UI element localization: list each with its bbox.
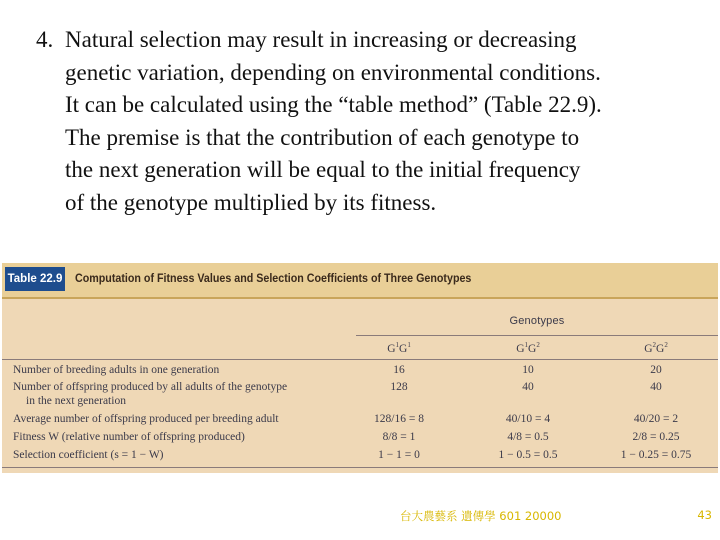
- table-cell: 10: [522, 364, 534, 376]
- table-cell: 20: [650, 364, 662, 376]
- table-cell: 40/20 = 2: [633, 413, 679, 425]
- header-rule: [356, 335, 718, 336]
- slide-body-text: [36, 24, 696, 219]
- table-cell: 128/16 = 8: [374, 413, 424, 425]
- column-header-rule: [2, 359, 718, 360]
- table-cell: 1 − 0.5 = 0.5: [498, 449, 558, 461]
- table-cell: 40: [522, 381, 534, 393]
- paragraph-line: The premise is that the contribution of each genotype to: [65, 124, 580, 150]
- table-image: [2, 263, 718, 473]
- paragraph-line: Natural selection may result in increasing or decreasing: [65, 27, 577, 52]
- table-cell: 1 − 0.25 = 0.75: [620, 449, 692, 461]
- table-badge: Table 22.9: [5, 267, 65, 291]
- table-cell: 8/8 = 1: [382, 431, 416, 443]
- row-label-continued: in the next generation: [26, 395, 126, 407]
- row-label: Number of offspring produced by all adults of the genotype: [13, 381, 288, 393]
- genotype-col-1: $G^1G^1$: [387, 341, 411, 355]
- paragraph-line: the next generation will be equal to the initial frequency: [65, 157, 581, 182]
- row-label: Selection coefficient (s = 1 − W): [13, 449, 164, 461]
- table-title: Computation of Fitness Values and Selection Coefficients of Three Genotypes: [75, 273, 472, 285]
- genotype-col-2: $G^1G^2$: [516, 341, 540, 355]
- paragraph-line: It can be calculated using the “table method” (Table 22.9).: [65, 92, 602, 117]
- item-number: 4.: [36, 27, 54, 52]
- table-body: [2, 299, 718, 473]
- paragraph-line: of the genotype multiplied by its fitness.: [65, 189, 437, 215]
- table-cell: 40: [650, 381, 662, 393]
- table-header-bar: [2, 263, 718, 299]
- table-cell: 1 − 1 = 0: [378, 449, 420, 461]
- table-cell: 40/10 = 4: [505, 413, 551, 425]
- table-cell: 2/8 = 0.25: [632, 431, 680, 443]
- table-cell: 128: [390, 381, 408, 393]
- page-number: 43: [697, 508, 712, 522]
- row-label: Average number of offspring produced per breeding adult: [13, 413, 279, 425]
- table-cell: 16: [393, 364, 405, 376]
- table-cell: 4/8 = 0.5: [507, 431, 549, 443]
- row-label: Fitness W (relative number of offspring produced): [13, 431, 245, 443]
- genotype-col-3: $G^2G^2$: [644, 341, 668, 355]
- genotypes-header: Genotypes: [509, 315, 565, 327]
- footer-course-text: 台大農藝系 遺傳學 601 20000: [400, 509, 562, 523]
- row-label: Number of breeding adults in one generation: [13, 364, 220, 376]
- paragraph-line: genetic variation, depending on environmental conditions.: [65, 59, 601, 85]
- table-bottom-rule: [2, 467, 718, 468]
- paragraph: [65, 24, 696, 219]
